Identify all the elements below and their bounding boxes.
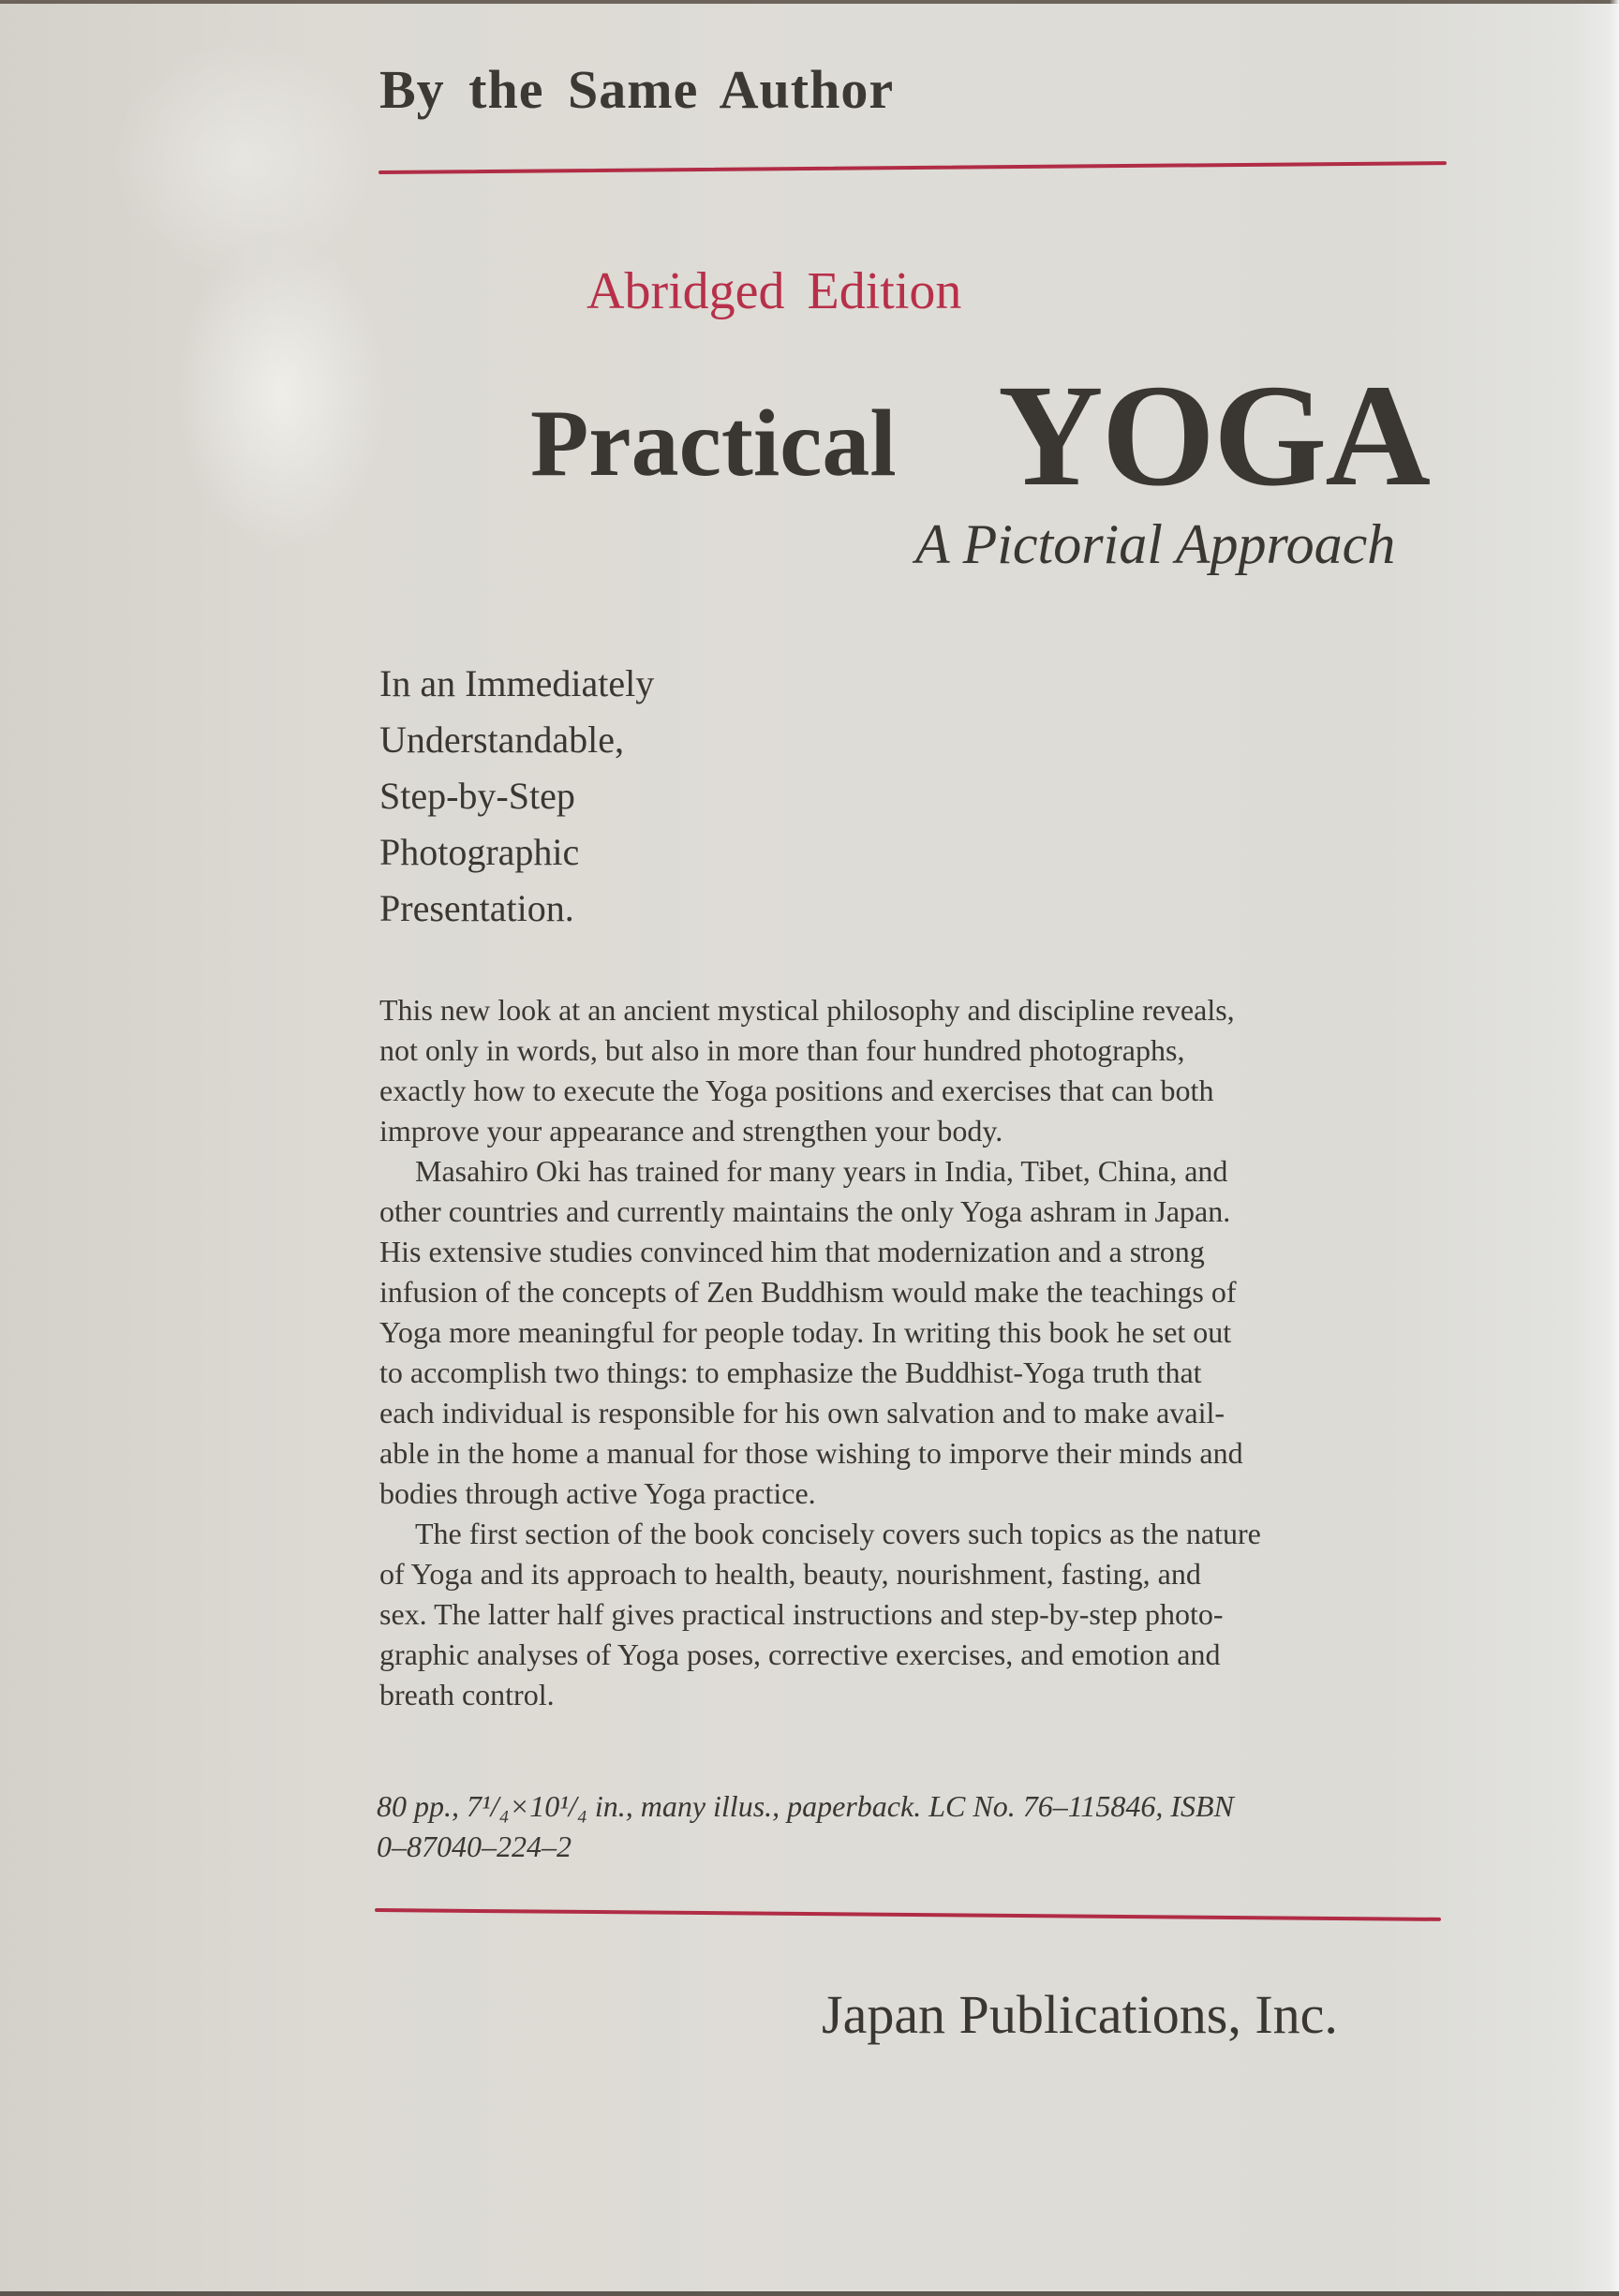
book-description	[379, 990, 1438, 1715]
description-line: His extensive studies convinced him that modernization and a strong	[379, 1235, 1205, 1268]
book-subtitle: A Pictorial Approach	[915, 513, 1396, 575]
description-line: of Yoga and its approach to health, beauty, nourishment, fasting, and	[379, 1557, 1201, 1591]
description-line: This new look at an ancient mystical philosophy and discipline reveals,	[379, 993, 1235, 1027]
book-title-yoga: YOGA	[998, 354, 1429, 516]
description-line: Yoga more meaningful for people today. In writing this book he set out	[379, 1315, 1232, 1349]
description-line: each individual is responsible for his own salvation and to make avail-	[379, 1396, 1225, 1429]
tagline-line: In an Immediately	[379, 662, 655, 704]
tagline-line: Understandable,	[379, 718, 625, 761]
top-red-rule	[379, 161, 1447, 174]
description-line: able in the home a manual for those wishing to imporve their minds and	[379, 1436, 1243, 1470]
tagline-line: Step-by-Step	[379, 775, 575, 817]
publisher-name: Japan Publications, Inc.	[822, 1984, 1338, 2045]
description-line: Masahiro Oki has trained for many years in India, Tibet, China, and	[415, 1154, 1228, 1188]
description-line: exactly how to execute the Yoga positions and exercises that can both	[379, 1074, 1214, 1107]
edition-label: Abridged Edition	[587, 262, 962, 320]
tagline	[379, 656, 654, 937]
description-line: breath control.	[379, 1678, 555, 1711]
book-title-practical: Practical	[530, 391, 897, 496]
section-heading: By the Same Author	[379, 59, 895, 120]
description-line: infusion of the concepts of Zen Buddhism would make the teachings of	[379, 1275, 1237, 1309]
bottom-red-rule	[375, 1908, 1441, 1921]
specs-line: 0–87040–224–2	[377, 1829, 572, 1863]
description-line: other countries and currently maintains the only Yoga ashram in Japan.	[379, 1194, 1231, 1228]
description-line: not only in words, but also in more than four hundred photographs,	[379, 1033, 1185, 1067]
specs-line: 80 pp., 7¹/₄×10¹/₄ in., many illus., paperback. LC No. 76–115846, ISBN	[377, 1789, 1234, 1823]
description-line: graphic analyses of Yoga poses, corrective exercises, and emotion and	[379, 1637, 1221, 1671]
tagline-line: Photographic	[379, 831, 580, 873]
cover-right-edge	[1610, 0, 1619, 2296]
book-specifications	[377, 1786, 1234, 1867]
description-line: sex. The latter half gives practical instructions and step-by-step photo-	[379, 1597, 1224, 1631]
description-line: The first section of the book concisely covers such topics as the nature	[415, 1517, 1261, 1550]
cover-bottom-edge	[0, 2291, 1619, 2296]
description-line: improve your appearance and strengthen your body.	[379, 1114, 1003, 1148]
cover-top-edge	[0, 0, 1619, 4]
description-line: bodies through active Yoga practice.	[379, 1476, 816, 1510]
tagline-line: Presentation.	[379, 887, 574, 929]
description-line: to accomplish two things: to emphasize the Buddhist-Yoga truth that	[379, 1355, 1202, 1389]
